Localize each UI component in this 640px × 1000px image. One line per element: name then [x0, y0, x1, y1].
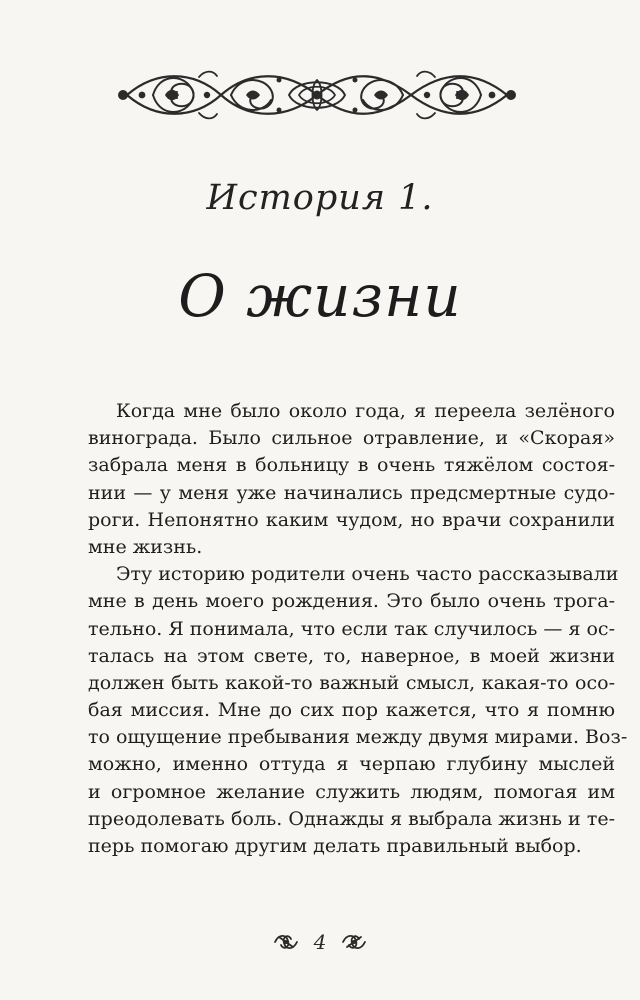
chapter-body — [88, 398, 628, 860]
text-line: должен быть какой-то важный смысл, какая-то осо- — [88, 671, 615, 694]
text-line: винограда. Было сильное отравление, и «Скорая» — [88, 427, 615, 450]
text-line: тельно. Я понимала, что если так случилось — я ос- — [88, 617, 615, 640]
text-line: Эту историю родители очень часто рассказывали — [116, 563, 619, 586]
text-line: забрала меня в больницу в очень тяжёлом состоя- — [88, 454, 615, 477]
text-line: бая миссия. Мне до сих пор кажется, что я помню — [88, 699, 615, 722]
paragraph-2 — [88, 561, 628, 860]
text-line: то ощущение пребывания между двумя мирами. Воз- — [88, 726, 628, 749]
footer-ornament-left-icon — [271, 932, 301, 952]
chapter-title: О жизни — [178, 262, 462, 330]
page-number: 4 — [313, 930, 327, 954]
text-line: преодолевать боль. Однажды я выбрала жизнь и те- — [88, 807, 615, 830]
chapter-label: История 1. — [206, 178, 434, 218]
text-line: мне жизнь. — [88, 535, 203, 558]
text-line: талась на этом свете, то, наверное, в моей жизни — [88, 644, 615, 667]
text-line: мне в день моего рождения. Это было очень трога- — [88, 590, 615, 613]
text-line: можно, именно оттуда я черпаю глубину мыслей — [88, 753, 615, 776]
text-line: нии — у меня уже начинались предсмертные судо- — [88, 481, 615, 504]
text-line: и огромное желание служить людям, помогая им — [88, 780, 615, 803]
footer-ornament-right-icon — [339, 932, 369, 952]
paragraph-1 — [88, 398, 615, 561]
text-line: перь помогаю другим делать правильный выбор. — [88, 835, 582, 857]
page-footer — [0, 927, 640, 957]
text-line: роги. Непонятно каким чудом, но врачи сохранили — [88, 508, 615, 531]
text-line: Когда мне было около года, я переела зелёного — [116, 400, 615, 422]
decorative-ornament-top — [111, 60, 523, 130]
